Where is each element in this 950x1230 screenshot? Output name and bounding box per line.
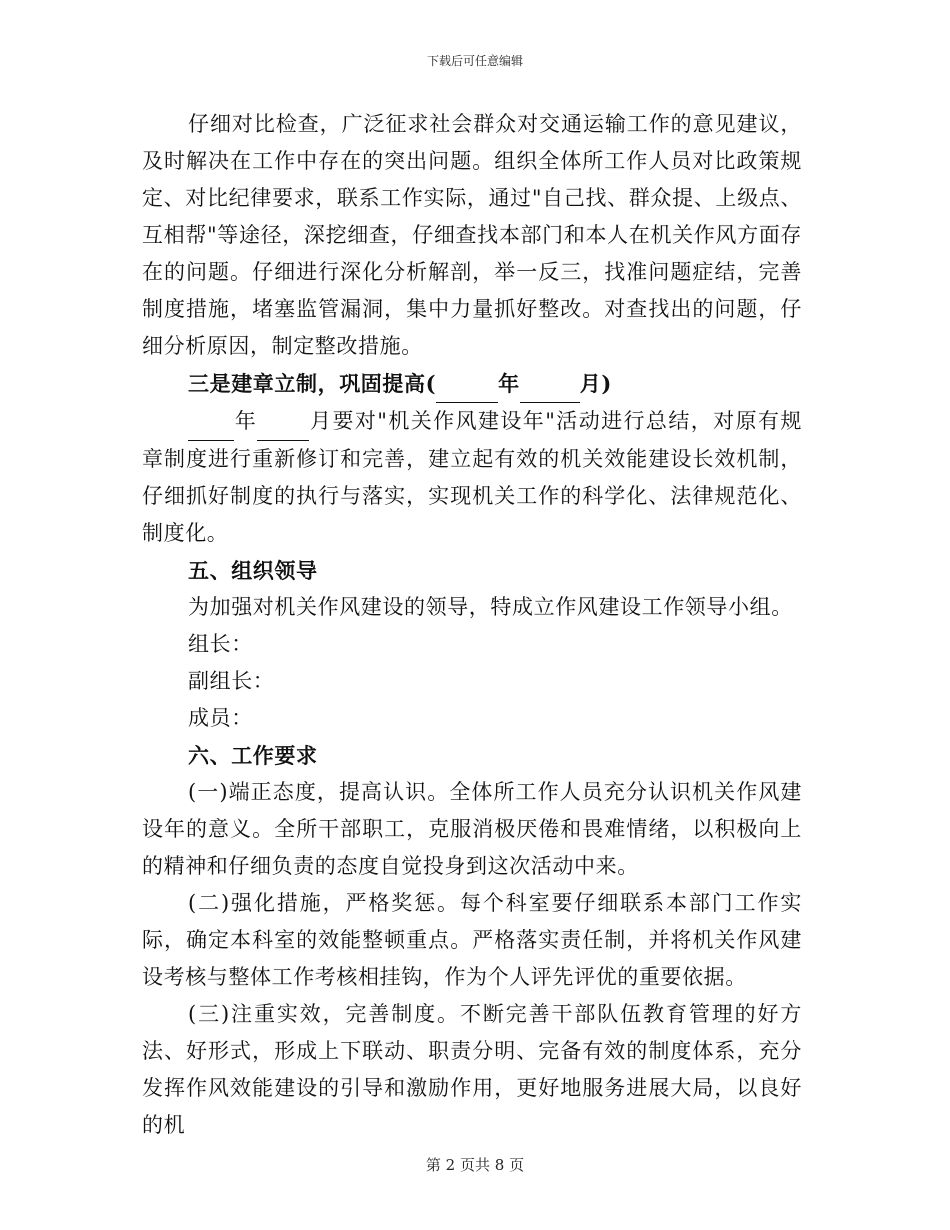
blank-year-field [436, 365, 498, 403]
paragraph-summary [142, 403, 802, 552]
label-vice-leader: 副组长： [188, 669, 275, 693]
blank-month-field [520, 365, 580, 403]
summary-text: 月要对"机关作风建设年"活动进行总结，对原有规章制度进行重新修订和完善，建立起有效的机关效能建设长效机制，仔细抓好制度的执行与落实，实现机关工作的科学化、法律规范化、制度化。 [142, 409, 802, 545]
paragraph-inspection: 仔细对比检查，广泛征求社会群众对交通运输工作的意见建议，及时解决在工作中存在的突出问题。组织全体所工作人员对比政策规定、对比纪律要求，联系工作实际，通过"自己找、群众提、上级点、互相帮"等途径，深挖细查，仔细查找本部门和本人在机关作风方面存在的问题。仔细进行深化分析解剖，举一反三，找准问题症结，完善制度措施，堵塞监管漏洞，集中力量抓好整改。对查找出的问题，仔细分析原因，制定整改措施。 [142, 112, 802, 358]
page-header: 下载后可任意编辑 [426, 54, 523, 68]
summary-year-label: 年 [234, 409, 258, 433]
page-footer: 第 2 页共 8 页 [425, 1156, 525, 1174]
heading-month-label: 月) [579, 371, 612, 396]
requirement-three: (三)注重实效，完善制度。不断完善干部队伍教育管理的好方法、好形式，形成上下联动、职责分明、完备有效的制度体系，充分发挥作风效能建设的引导和激励作用，更好地服务进展大局，以良好的机 [142, 1002, 802, 1137]
blank-month-field [257, 403, 309, 441]
blank-year-field [188, 403, 234, 441]
requirement-two: (二)强化措施，严格奖惩。每个科室要仔细联系本部门工作实际，确定本科室的效能整顿重点。严格落实责任制，并将机关作风建设考核与整体工作考核相挂钩，作为个人评先评优的重要依据。 [142, 891, 802, 989]
document-body [142, 106, 802, 1144]
heading-step-three-text: 三是建章立制，巩固提高( [188, 371, 437, 396]
heading-organization: 五、组织领导 [188, 558, 318, 583]
heading-year-label: 年 [498, 371, 520, 396]
heading-step-three [142, 365, 802, 403]
heading-work-requirements: 六、工作要求 [188, 743, 318, 768]
paragraph-leadership-group: 为加强对机关作风建设的领导，特成立作风建设工作领导小组。 [188, 595, 793, 619]
label-members: 成员： [188, 706, 253, 730]
requirement-one: (一)端正态度，提高认识。全体所工作人员充分认识机关作风建设年的意义。全所干部职工，克服消极厌倦和畏难情绪，以积极向上的精神和仔细负责的态度自觉投身到这次活动中来。 [142, 780, 802, 878]
label-leader: 组长： [188, 632, 253, 656]
